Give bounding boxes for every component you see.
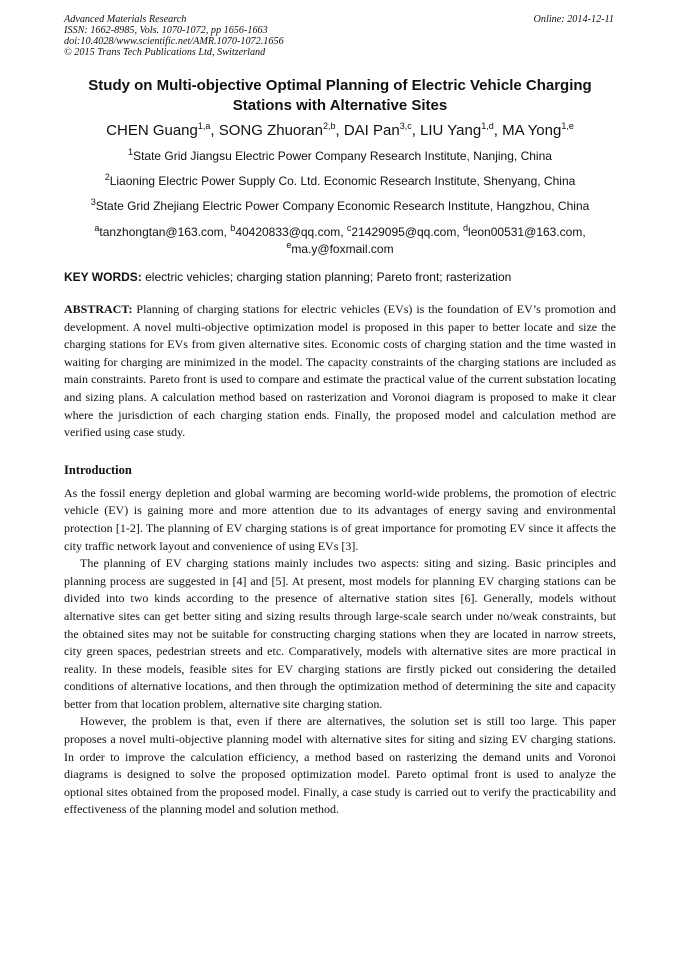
author: SONG Zhuoran$^{2,b}$, xyxy=(218,121,344,139)
email[interactable]: $^b$40420833@qq.com, xyxy=(230,223,347,239)
email[interactable]: $^c$21429095@qq.com, xyxy=(346,223,464,239)
affiliation-1: $^1$State Grid Jiangsu Electric Power Company Research Institute, Nanjing, China xyxy=(128,147,552,163)
journal-header xyxy=(64,14,616,58)
author: CHEN Guang$^{1,a}$, xyxy=(106,121,219,139)
section-heading-introduction: Introduction xyxy=(64,462,132,477)
paper-page xyxy=(64,14,616,819)
email[interactable]: $^a$tanzhongtan@163.com, xyxy=(94,223,231,239)
abstract xyxy=(64,301,616,442)
intro-paragraph-1: As the fossil energy depletion and global warming are becoming world-wide problems, the promotion of electric vehicle (EV) is gaining more and more attention due to its advantages of energy saving and environmental protection [1-2]. The planning of EV charging stations is of great importance for promoting EV since it affects the city traffic network layout and convenience of using EVs [3]. xyxy=(64,485,616,553)
abstract-text: Planning of charging stations for electric vehicles (EVs) is the foundation of EV’s promotion and development. A novel multi-objective optimization model is proposed in this paper to better locate and size the charging stations for EVs from given alternative sites. Economic costs of charging station and the time wasted in waiting for charging are minimized in the model. The capacity constraints of the charging stations are included as main constraints. Pareto front is used to compare and estimate the practical value of the current substation locating and sizing plans. A calculation method based on rasterization and Voronoi diagram is proposed to make it clear where the jurisdiction of each charging station ends. Finally, the proposed model and calculation method are verified using case study. xyxy=(64,302,616,440)
author: DAI Pan$^{3,c}$, xyxy=(343,121,421,139)
keywords-text: electric vehicles; charging station planning; Pareto front; rasterization xyxy=(141,270,512,284)
email[interactable]: $^d$leon00531@163.com, xyxy=(463,223,586,239)
abstract-label: ABSTRACT: xyxy=(64,302,133,316)
keywords xyxy=(64,270,616,285)
intro-paragraph-2: The planning of EV charging stations mainly includes two aspects: siting and sizing. Basic principles and planning process are suggested in [4] and [5]. At present, most models for planning EV charging stations can be divided into two kinds according to the presence of alternative station sites [6]. Generally, models without alternative sites can get better siting and sizing results through large-scale search under no/weak constraints, but the obtained sites may not be suitable for constructing charging stations when they are located in narrow streets, city green spaces, pedestrian streets and etc. Comparatively, models with alternative sites are more practical in reality. In these models, feasible sites for EV charging stations are firstly picked out considering the detailed conditions of alternative locations, and then through the optimization method of determining the site and capacity better from that location problem, alternative site charging station. xyxy=(64,556,616,711)
affiliation-2: $^2$Liaoning Electric Power Supply Co. Ltd. Economic Research Institute, Shenyang, China xyxy=(104,172,576,188)
author-list xyxy=(64,121,616,141)
paper-title: Study on Multi-objective Optimal Planning of Electric Vehicle Charging Stations with Alternative Sites xyxy=(88,77,592,114)
author: MA Yong$^{1,e}$ xyxy=(502,121,574,139)
author: LIU Yang$^{1,d}$, xyxy=(420,121,503,139)
email-list xyxy=(64,224,616,258)
intro-paragraph-3: However, the problem is that, even if there are alternatives, the solution set is still too large. This paper proposes a novel multi-objective planning model with alternative sites for siting and sizing EV charging stations. In order to improve the calculation efficiency, a method based on rasterizing the demand units and Voronoi diagrams is designed to solve the proposed optimization model. Pareto optimal front is used to analyze the optional sites obtained from the proposed model. Finally, a case study is carried out to verify the practicability and effectiveness of the planning model and solution method. xyxy=(64,714,616,817)
keywords-label: KEY WORDS: xyxy=(64,270,142,284)
journal-issn: ISSN: 1662-8985, Vols. 1070-1072, pp 1656-1663 xyxy=(64,25,268,36)
email[interactable]: $^e$ma.y@foxmail.com xyxy=(286,240,394,256)
online-date: Online: 2014-12-11 xyxy=(533,14,614,25)
affiliation-3: $^3$State Grid Zhejiang Electric Power Company Economic Research Institute, Hangzhou, China xyxy=(90,197,590,213)
journal-doi: doi:10.4028/www.scientific.net/AMR.1070-1072.1656 xyxy=(64,36,284,47)
journal-copyright: © 2015 Trans Tech Publications Ltd, Switzerland xyxy=(64,47,266,58)
journal-name: Advanced Materials Research xyxy=(64,14,187,25)
